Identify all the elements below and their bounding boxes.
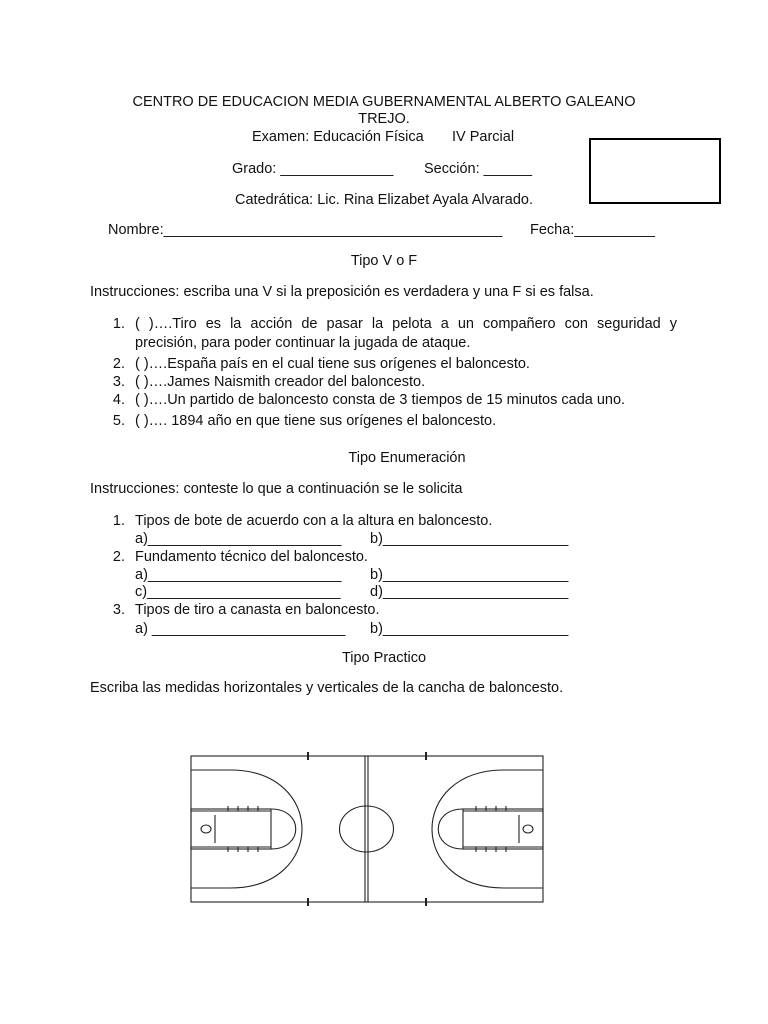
free-throw-arc-left: [271, 809, 296, 849]
school-name-line1: CENTRO DE EDUCACION MEDIA GUBERNAMENTAL ALBERTO GALEANO: [132, 94, 636, 110]
teacher-line: Catedrática: Lic. Rina Elizabet Ayala Alvarado.: [235, 192, 533, 208]
enum-number: 2.: [112, 549, 125, 565]
answer-line-a: a)________________________: [135, 567, 342, 583]
vf-item-text: ( )…. 1894 año en que tiene sus orígenes el baloncesto.: [135, 413, 497, 429]
vf-item-text: ( )….España país en el cual tiene sus orígenes el baloncesto.: [135, 356, 530, 372]
exam-partial: IV Parcial: [452, 129, 515, 145]
basket-left: [201, 825, 211, 833]
key-right: [463, 809, 543, 849]
section-practice-instructions: Escriba las medidas horizontales y verticales de la cancha de baloncesto.: [90, 680, 564, 696]
enum-question-text: Tipos de bote de acuerdo con a la altura en baloncesto.: [135, 513, 493, 529]
vf-item-number: 5.: [112, 413, 125, 429]
three-point-arc-left: [191, 770, 302, 888]
free-throw-arc-right: [438, 809, 463, 849]
enum-number: 3.: [112, 602, 125, 618]
center-circle: [340, 806, 394, 852]
date-field: Fecha:__________: [530, 222, 655, 238]
school-name-line2: TREJO.: [358, 111, 410, 127]
enum-question-text: Fundamento técnico del baloncesto.: [135, 549, 368, 565]
section-enum-title: Tipo Enumeración: [348, 450, 466, 466]
name-field: Nombre:__________________________________________: [108, 222, 503, 238]
answer-line-b: b)_______________________: [370, 567, 569, 583]
exam-title: Examen: Educación Física: [252, 129, 424, 145]
three-point-arc-right: [432, 770, 543, 888]
section-enum-instructions: Instrucciones: conteste lo que a continuación se le solicita: [90, 481, 463, 497]
vf-item-text: ( )….Tiro es la acción de pasar la pelota a un compañero con seguridad y: [135, 316, 677, 332]
section-vf-instructions: Instrucciones: escriba una V si la preposición es verdadera y una F si es falsa.: [90, 284, 594, 300]
answer-line-a: a) ________________________: [135, 621, 346, 637]
vf-item-number: 3.: [112, 374, 125, 390]
answer-line-d: d)_______________________: [370, 584, 569, 600]
vf-item-text-cont: precisión, para poder continuar la jugada de ataque.: [135, 335, 471, 351]
vf-item-number: 1.: [112, 316, 125, 332]
answer-line-b: b)_______________________: [370, 531, 569, 547]
key-left: [191, 809, 271, 849]
grade-field: Grado: ______________: [232, 161, 394, 177]
vf-item-number: 4.: [112, 392, 125, 408]
section-practice-title: Tipo Practico: [341, 650, 427, 666]
section-field: Sección: ______: [424, 161, 533, 177]
vf-item-number: 2.: [112, 356, 125, 372]
basketball-court-diagram: [186, 752, 548, 908]
vf-item-text: ( )….James Naismith creador del baloncesto.: [135, 374, 426, 390]
answer-line-b: b)_______________________: [370, 621, 569, 637]
enum-number: 1.: [112, 513, 125, 529]
section-vf-title: Tipo V o F: [350, 253, 418, 269]
enum-question-text: Tipos de tiro a canasta en baloncesto.: [135, 602, 380, 618]
answer-line-a: a)________________________: [135, 531, 342, 547]
court-boundary: [191, 756, 543, 902]
answer-line-c: c)________________________: [135, 584, 341, 600]
basket-right: [523, 825, 533, 833]
vf-item-text: ( )….Un partido de baloncesto consta de 3 tiempos de 15 minutos cada uno.: [135, 392, 626, 408]
